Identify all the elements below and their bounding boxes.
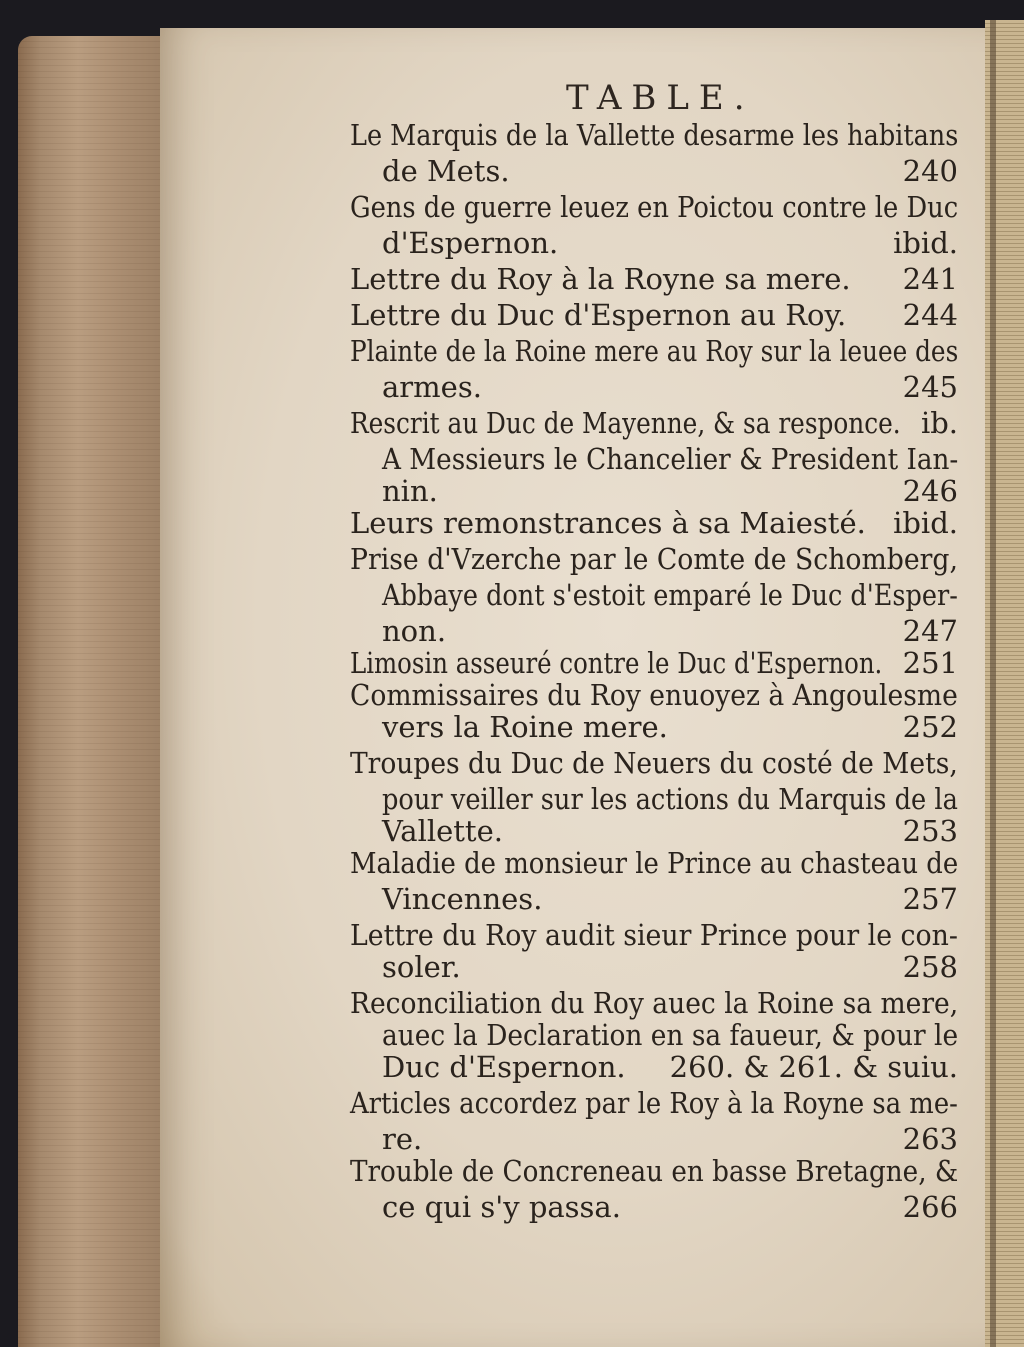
toc-line — [0, 154, 1024, 188]
toc-line — [0, 474, 1024, 508]
toc-page-number: 240 — [902, 154, 958, 188]
toc-line — [0, 882, 1024, 916]
toc-entry-text: non. — [382, 614, 447, 648]
toc-page-number: 244 — [902, 298, 958, 332]
toc-entry-text: Lettre du Roy audit sieur Prince pour le con- — [350, 918, 958, 952]
toc-page-number: ibid. — [893, 226, 958, 260]
toc-line — [0, 1122, 1024, 1156]
toc-line — [0, 1050, 1024, 1084]
toc-page-number: 260. & 261. & suiu. — [669, 1050, 958, 1084]
toc-entry-text: Duc d'Espernon. — [382, 1050, 626, 1084]
running-header: TABLE. — [566, 78, 755, 118]
toc-page-number: 263 — [902, 1122, 958, 1156]
toc-page-number: 258 — [902, 950, 958, 984]
toc-page-number: 257 — [902, 882, 958, 916]
toc-line — [0, 1086, 1024, 1120]
toc-line — [0, 298, 1024, 332]
toc-page-number: 247 — [902, 614, 958, 648]
toc-page-number: ibid. — [893, 506, 958, 540]
toc-entry-text: Rescrit au Duc de Mayenne, & sa responce. — [350, 406, 901, 440]
toc-line — [0, 986, 1024, 1020]
toc-line — [0, 782, 1024, 816]
toc-page-number: 253 — [902, 814, 958, 848]
toc-line — [0, 950, 1024, 984]
toc-entry-text: Abbaye dont s'estoit emparé le Duc d'Esper- — [382, 578, 958, 612]
toc-line — [0, 1154, 1024, 1188]
toc-line — [0, 1018, 1024, 1052]
toc-entry-text: Lettre du Duc d'Espernon au Roy. — [350, 298, 847, 332]
toc-line — [0, 334, 1024, 368]
toc-entry-text: Plainte de la Roine mere au Roy sur la leuee des — [350, 334, 959, 368]
toc-entry-text: Articles accordez par le Roy à la Royne sa me- — [350, 1086, 958, 1120]
toc-line — [0, 542, 1024, 576]
toc-line — [0, 746, 1024, 780]
toc-entry-text: A Messieurs le Chancelier & President Ian- — [382, 442, 959, 476]
toc-line — [0, 578, 1024, 612]
toc-line — [0, 1190, 1024, 1224]
toc-entry-text: Maladie de monsieur le Prince au chasteau de — [350, 846, 959, 880]
toc-line — [0, 814, 1024, 848]
toc-entry-text: de Mets. — [382, 154, 510, 188]
toc-entry-text: soler. — [382, 950, 461, 984]
toc-entry-text: Prise d'Vzerche par le Comte de Schomberg, — [350, 542, 958, 576]
toc-entry-text: Commissaires du Roy enuoyez à Angoulesme — [350, 678, 958, 712]
toc-line — [0, 614, 1024, 648]
toc-entry-text: Le Marquis de la Vallette desarme les habitans — [350, 118, 959, 152]
toc-entry-text: armes. — [382, 370, 482, 404]
toc-entry-text: vers la Roine mere. — [382, 710, 668, 744]
toc-entry-text: Reconciliation du Roy auec la Roine sa mere, — [350, 986, 959, 1020]
toc-entry-text: Vincennes. — [382, 882, 543, 916]
toc-page-number: 246 — [902, 474, 958, 508]
toc-entry-text: pour veiller sur les actions du Marquis de la — [382, 782, 958, 816]
toc-entry-text: Lettre du Roy à la Royne sa mere. — [350, 262, 851, 296]
toc-page-number: 252 — [902, 710, 958, 744]
toc-entry-text: d'Espernon. — [382, 226, 559, 260]
toc-line — [0, 262, 1024, 296]
toc-line — [0, 646, 1024, 680]
toc-line — [0, 370, 1024, 404]
toc-page-number: 241 — [902, 262, 958, 296]
toc-entry-text: Leurs remonstrances à sa Maiesté. — [350, 506, 866, 540]
toc-line — [0, 442, 1024, 476]
toc-page-number: 266 — [902, 1190, 958, 1224]
toc-line — [0, 678, 1024, 712]
toc-line — [0, 506, 1024, 540]
toc-entry-text: Gens de guerre leuez en Poictou contre le Duc — [350, 190, 959, 224]
toc-entry-text: auec la Declaration en sa faueur, & pour le — [382, 1018, 959, 1052]
toc-line — [0, 406, 1024, 440]
toc-line — [0, 710, 1024, 744]
toc-page-number: 245 — [902, 370, 958, 404]
toc-entry-text: Troupes du Duc de Neuers du costé de Mets, — [350, 746, 958, 780]
toc-line — [0, 226, 1024, 260]
toc-entry-text: nin. — [382, 474, 438, 508]
toc-line — [0, 190, 1024, 224]
toc-line — [0, 918, 1024, 952]
toc-line — [0, 118, 1024, 152]
toc-entry-text: Trouble de Concreneau en basse Bretagne, & — [350, 1154, 959, 1188]
toc-page-number: ib. — [920, 406, 958, 440]
toc-entry-text: Vallette. — [382, 814, 503, 848]
toc-entry-text: re. — [382, 1122, 423, 1156]
toc-line — [0, 846, 1024, 880]
toc-entry-text: Limosin asseuré contre le Duc d'Espernon. — [350, 646, 883, 680]
toc-entry-text: ce qui s'y passa. — [382, 1190, 621, 1224]
toc-page-number: 251 — [902, 646, 958, 680]
